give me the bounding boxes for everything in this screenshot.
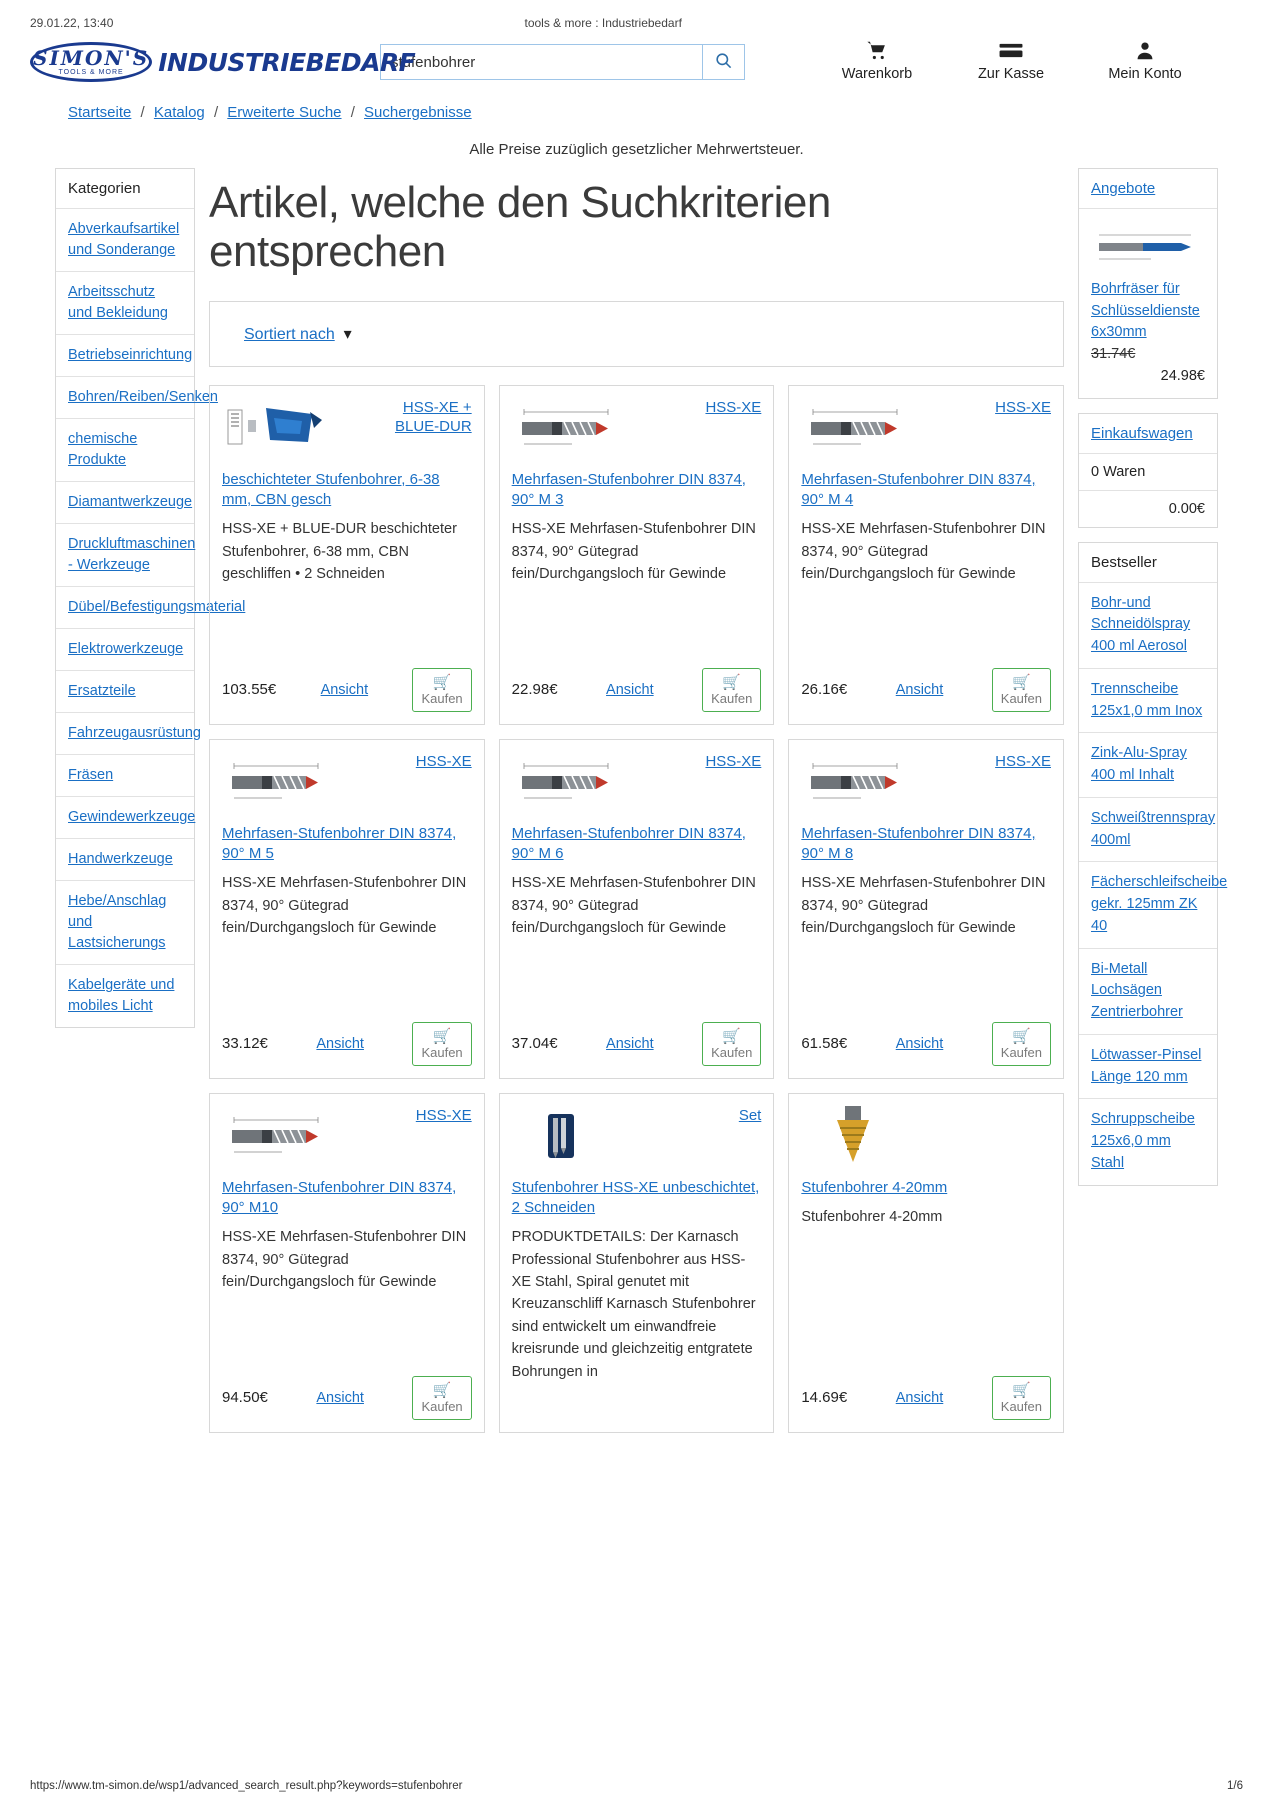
offers-panel bbox=[1078, 168, 1218, 399]
product-buy-button[interactable] bbox=[702, 1022, 761, 1065]
print-page-number: 1/6 bbox=[1227, 1780, 1243, 1792]
product-buy-button[interactable] bbox=[992, 1022, 1051, 1065]
product-description: HSS-XE Mehrfasen-Stufenbohrer DIN 8374, 90° Gütegrad fein/Durchgangsloch für Gewinde bbox=[222, 1229, 467, 1290]
product-title-link[interactable]: Mehrfasen-Stufenbohrer DIN 8374, 90° M 8 bbox=[801, 824, 1036, 862]
cart-icon: 🛒 bbox=[432, 1028, 452, 1046]
product-brand-link[interactable]: HSS-XE bbox=[995, 752, 1051, 770]
product-buy-button[interactable] bbox=[412, 1022, 471, 1065]
sidebar-item[interactable] bbox=[56, 272, 194, 335]
breadcrumb-separator: / bbox=[140, 104, 145, 121]
print-doc-title: tools & more : Industriebedarf bbox=[524, 16, 682, 30]
breadcrumb-item-2[interactable]: Erweiterte Suche bbox=[227, 104, 342, 121]
product-buy-label: Kaufen bbox=[711, 690, 753, 706]
sidebar-item-link[interactable]: Fahrzeugausrüstung bbox=[68, 725, 201, 742]
list-item[interactable] bbox=[1079, 798, 1217, 863]
product-brand-link[interactable]: HSS-XE bbox=[995, 398, 1051, 416]
product-title[interactable] bbox=[801, 470, 1051, 511]
product-brand[interactable] bbox=[416, 752, 472, 772]
product-grid bbox=[209, 385, 1064, 1433]
product-image bbox=[801, 752, 911, 810]
product-brand[interactable] bbox=[739, 1106, 762, 1126]
product-brand[interactable] bbox=[705, 398, 761, 418]
product-image bbox=[512, 752, 622, 810]
header-action-checkout[interactable] bbox=[968, 40, 1054, 83]
product-title[interactable] bbox=[801, 1178, 1051, 1198]
cart-icon: 🛒 bbox=[1012, 1028, 1031, 1046]
print-footer bbox=[0, 1780, 1273, 1792]
right-column bbox=[1078, 168, 1228, 1200]
sidebar-item[interactable] bbox=[56, 629, 194, 671]
product-buy-label: Kaufen bbox=[711, 1044, 753, 1060]
sidebar-item[interactable] bbox=[56, 839, 194, 881]
product-card[interactable] bbox=[209, 739, 485, 1079]
product-image bbox=[222, 752, 332, 810]
product-buy-button[interactable] bbox=[412, 668, 471, 711]
breadcrumb-item-0[interactable]: Startseite bbox=[68, 104, 132, 121]
product-title-link[interactable]: Stufenbohrer 4-20mm bbox=[801, 1178, 948, 1196]
list-item[interactable] bbox=[1079, 669, 1217, 734]
product-brand[interactable] bbox=[376, 398, 472, 437]
sidebar-item-link[interactable]: Diamantwerkzeuge bbox=[68, 494, 193, 511]
product-brand-link[interactable]: HSS-XE bbox=[705, 398, 762, 416]
header-action-account[interactable] bbox=[1102, 40, 1188, 83]
bestseller-link[interactable]: Fächerschleifscheibe gekr. 125mm ZK 40 bbox=[1091, 874, 1228, 934]
product-price: 22.98€ bbox=[511, 681, 558, 699]
tax-note: Alle Preise zuzüglich gesetzlicher Mehrwertsteuer. bbox=[469, 141, 804, 158]
sort-dropdown-label[interactable]: Sortiert nach bbox=[244, 325, 335, 343]
product-card[interactable] bbox=[788, 385, 1064, 725]
site-header bbox=[0, 34, 1273, 94]
product-description: HSS-XE Mehrfasen-Stufenbohrer DIN 8374, 90° Gütegrad fein/Durchgangsloch für Gewinde bbox=[801, 521, 1046, 582]
header-action-account-label: Mein Konto bbox=[1108, 66, 1182, 83]
list-item[interactable] bbox=[1079, 1035, 1217, 1100]
product-card[interactable] bbox=[499, 739, 775, 1079]
cart-header[interactable] bbox=[1079, 414, 1217, 454]
product-title-link[interactable]: Stufenbohrer HSS-XE unbeschichtet, 2 Schneiden bbox=[511, 1178, 760, 1216]
product-view-link[interactable]: Ansicht bbox=[320, 681, 369, 698]
product-description: HSS-XE Mehrfasen-Stufenbohrer DIN 8374, 90° Gütegrad fein/Durchgangsloch für Gewinde bbox=[511, 875, 756, 936]
product-brand-link[interactable]: HSS-XE bbox=[415, 752, 472, 770]
sidebar-item-link[interactable]: Abverkaufsartikel und Sonderange bbox=[68, 221, 180, 259]
logo-text-secondary: TOOLS & MORE bbox=[58, 69, 124, 76]
cart-icon: 🛒 bbox=[432, 1382, 452, 1400]
header-actions bbox=[834, 40, 1243, 83]
search-input[interactable] bbox=[381, 45, 702, 79]
product-image bbox=[801, 1106, 911, 1164]
product-view-link[interactable]: Ansicht bbox=[895, 1389, 944, 1406]
product-buy-label: Kaufen bbox=[421, 690, 463, 706]
product-title[interactable] bbox=[512, 824, 762, 865]
product-description: PRODUKTDETAILS: Der Karnasch Professional Stufenbohrer aus HSS-XE Stahl, Spiral genutet mit Kreuzanschliff Karnasch Stufenbohrer sind entwickelt um einwandfreie kreisrunde und gleichzeitig entgratete Bohrungen in bbox=[511, 1229, 756, 1380]
product-price: 33.12€ bbox=[222, 1035, 268, 1053]
bestseller-header: Bestseller bbox=[1079, 543, 1217, 583]
product-buy-label: Kaufen bbox=[421, 1398, 463, 1414]
sort-dropdown[interactable] bbox=[244, 326, 352, 343]
product-brand-link[interactable]: HSS-XE bbox=[705, 752, 762, 770]
offers-header-link[interactable]: Angebote bbox=[1091, 180, 1156, 197]
bestseller-link[interactable]: Schweißtrennspray 400ml bbox=[1091, 809, 1216, 848]
product-image bbox=[512, 398, 622, 456]
sidebar-item[interactable] bbox=[56, 587, 246, 629]
cart-icon: 🛒 bbox=[722, 1028, 742, 1046]
product-buy-button[interactable] bbox=[992, 1376, 1051, 1419]
sidebar-item[interactable] bbox=[56, 482, 194, 524]
list-item[interactable] bbox=[1079, 733, 1217, 798]
sidebar-item[interactable] bbox=[56, 209, 194, 272]
product-view-link[interactable]: Ansicht bbox=[606, 681, 654, 698]
sidebar-item[interactable] bbox=[56, 965, 194, 1027]
product-title[interactable] bbox=[512, 470, 762, 511]
product-buy-label: Kaufen bbox=[1000, 690, 1042, 706]
sidebar-item[interactable] bbox=[56, 881, 194, 965]
sidebar-item[interactable] bbox=[56, 524, 194, 587]
product-price: 26.16€ bbox=[801, 681, 848, 699]
list-item[interactable] bbox=[1079, 583, 1217, 669]
list-item[interactable] bbox=[1079, 1099, 1217, 1184]
product-image bbox=[222, 398, 332, 456]
product-image bbox=[801, 398, 911, 456]
search-button[interactable] bbox=[702, 45, 744, 79]
bestseller-link[interactable]: Zink-Alu-Spray 400 ml Inhalt bbox=[1091, 745, 1187, 783]
logo-oval bbox=[30, 42, 152, 82]
chevron-down-icon: ▾ bbox=[339, 325, 352, 343]
bestseller-link[interactable]: Bohr-und Schneidölspray 400 ml Aerosol bbox=[1091, 594, 1191, 654]
print-header bbox=[0, 0, 1273, 34]
sidebar-item-link[interactable]: Druckluftmaschinen - Werkzeuge bbox=[68, 536, 196, 574]
product-title-link[interactable]: Mehrfasen-Stufenbohrer DIN 8374, 90° M 6 bbox=[511, 824, 746, 862]
product-view-link[interactable]: Ansicht bbox=[316, 1389, 364, 1406]
breadcrumb-separator: / bbox=[350, 104, 355, 121]
product-card[interactable] bbox=[499, 385, 775, 725]
product-view-link[interactable]: Ansicht bbox=[316, 1035, 364, 1052]
cart-icon bbox=[834, 40, 920, 62]
offer-title[interactable] bbox=[1091, 279, 1205, 344]
sidebar-item-link[interactable]: Dübel/Befestigungsmaterial bbox=[68, 599, 246, 616]
product-card[interactable] bbox=[209, 1093, 485, 1433]
sidebar-item-link[interactable]: Handwerkzeuge bbox=[68, 851, 173, 868]
cart-header-link[interactable]: Einkaufswagen bbox=[1091, 424, 1193, 442]
breadcrumb-separator: / bbox=[213, 104, 219, 121]
product-title[interactable] bbox=[222, 824, 472, 865]
product-view-link[interactable]: Ansicht bbox=[606, 1035, 654, 1052]
page-title: Artikel, welche den Suchkriterien entsprechen bbox=[209, 178, 831, 277]
product-card[interactable] bbox=[788, 1093, 1064, 1433]
sidebar-item[interactable] bbox=[56, 797, 194, 839]
product-buy-label: Kaufen bbox=[1000, 1398, 1042, 1414]
list-item[interactable] bbox=[1079, 949, 1217, 1035]
product-brand-link[interactable]: HSS-XE bbox=[415, 1106, 472, 1124]
product-brand[interactable] bbox=[995, 752, 1051, 772]
product-brand[interactable] bbox=[416, 1106, 472, 1126]
offer-old-price: 31.74€ bbox=[1091, 346, 1136, 362]
search-icon bbox=[714, 51, 733, 74]
sidebar bbox=[55, 168, 246, 1042]
product-card[interactable] bbox=[499, 1093, 775, 1433]
product-description: HSS-XE Mehrfasen-Stufenbohrer DIN 8374, 90° Gütegrad fein/Durchgangsloch für Gewinde bbox=[511, 521, 756, 582]
logo-wordmark: INDUSTRIEBEDARF bbox=[158, 47, 416, 77]
product-price: 61.58€ bbox=[801, 1035, 848, 1053]
bestseller-link[interactable]: Schruppscheibe 125x6,0 mm Stahl bbox=[1091, 1111, 1195, 1171]
sidebar-item-link[interactable]: Bohren/Reiben/Senken bbox=[68, 389, 218, 406]
product-price: 37.04€ bbox=[511, 1035, 558, 1053]
product-buy-button[interactable] bbox=[992, 668, 1051, 711]
cart-icon: 🛒 bbox=[432, 674, 452, 692]
sidebar-item[interactable] bbox=[56, 335, 194, 377]
product-view-link[interactable]: Ansicht bbox=[895, 681, 944, 698]
search-bar[interactable] bbox=[380, 44, 745, 80]
cart-icon: 🛒 bbox=[1012, 674, 1031, 692]
sidebar-item-link[interactable]: Gewindewerkzeuge bbox=[68, 809, 196, 826]
sidebar-item[interactable] bbox=[56, 713, 201, 755]
checkout-icon bbox=[968, 40, 1054, 62]
sidebar-item-link[interactable]: chemische Produkte bbox=[68, 431, 138, 469]
product-description: Stufenbohrer 4-20mm bbox=[801, 1208, 943, 1225]
product-title[interactable] bbox=[512, 1178, 762, 1219]
product-description: HSS-XE Mehrfasen-Stufenbohrer DIN 8374, 90° Gütegrad fein/Durchgangsloch für Gewinde bbox=[222, 875, 467, 936]
product-image bbox=[512, 1106, 622, 1164]
product-image bbox=[222, 1106, 332, 1164]
offers-header[interactable] bbox=[1079, 169, 1217, 209]
cart-icon: 🛒 bbox=[722, 674, 742, 692]
cart-total: 0.00€ bbox=[1168, 500, 1205, 517]
main-content bbox=[209, 168, 1064, 1433]
product-buy-button[interactable] bbox=[702, 668, 761, 711]
sidebar-item-link[interactable]: Elektrowerkzeuge bbox=[68, 641, 184, 658]
cart-items-count: 0 Waren bbox=[1079, 454, 1217, 491]
header-action-cart[interactable] bbox=[834, 40, 920, 83]
product-description: HSS-XE Mehrfasen-Stufenbohrer DIN 8374, 90° Gütegrad fein/Durchgangsloch für Gewinde bbox=[801, 875, 1046, 936]
account-icon bbox=[1102, 40, 1188, 62]
sidebar-item[interactable] bbox=[56, 671, 194, 713]
product-title[interactable] bbox=[222, 1178, 472, 1219]
product-buy-label: Kaufen bbox=[421, 1044, 463, 1060]
page-layout bbox=[0, 168, 1273, 1433]
product-card[interactable] bbox=[209, 385, 485, 725]
bestseller-link[interactable]: Lötwasser-Pinsel Länge 120 mm bbox=[1091, 1046, 1202, 1085]
product-brand[interactable] bbox=[995, 398, 1051, 418]
product-title-link[interactable]: Mehrfasen-Stufenbohrer DIN 8374, 90° M 4 bbox=[801, 470, 1036, 508]
cart-icon: 🛒 bbox=[1012, 1382, 1031, 1400]
offer-title-link[interactable]: Bohrfräser für Schlüsseldienste 6x30mm bbox=[1091, 280, 1200, 341]
product-brand-link[interactable]: HSS-XE + BLUE-DUR bbox=[394, 398, 472, 436]
product-title-link[interactable]: Mehrfasen-Stufenbohrer DIN 8374, 90° M10 bbox=[222, 1178, 457, 1216]
sidebar-item-link[interactable]: Hebe/Anschlag und Lastsicherungs bbox=[68, 893, 167, 952]
bestseller-link[interactable]: Bi-Metall Lochsägen Zentrierbohrer bbox=[1091, 960, 1183, 1020]
logo-text-primary: SIMON'S bbox=[33, 46, 150, 70]
categories-header: Kategorien bbox=[56, 169, 194, 209]
sidebar-item[interactable] bbox=[56, 419, 194, 482]
bestseller-link[interactable]: Trennscheibe 125x1,0 mm Inox bbox=[1091, 680, 1203, 719]
product-title-link[interactable]: Mehrfasen-Stufenbohrer DIN 8374, 90° M 3 bbox=[511, 470, 746, 508]
list-item[interactable] bbox=[1079, 862, 1228, 948]
site-logo[interactable] bbox=[30, 40, 416, 84]
print-date: 29.01.22, 13:40 bbox=[30, 16, 114, 30]
product-brand[interactable] bbox=[705, 752, 761, 772]
categories-list bbox=[56, 209, 246, 1027]
product-description: HSS-XE + BLUE-DUR beschichteter Stufenbohrer, 6-38 mm, CBN geschliffen • 2 Schneiden bbox=[222, 521, 457, 582]
product-buy-label: Kaufen bbox=[1000, 1044, 1042, 1060]
product-price: 14.69€ bbox=[801, 1389, 848, 1407]
offer-new-price: 24.98€ bbox=[1160, 367, 1205, 384]
product-card[interactable] bbox=[788, 739, 1064, 1079]
sidebar-item[interactable] bbox=[56, 377, 218, 419]
cart-panel bbox=[1078, 413, 1218, 528]
sidebar-item-link[interactable]: Betriebseinrichtung bbox=[68, 347, 193, 364]
product-title[interactable] bbox=[222, 470, 472, 511]
product-title-link[interactable]: Mehrfasen-Stufenbohrer DIN 8374, 90° M 5 bbox=[222, 824, 457, 862]
product-price: 103.55€ bbox=[222, 681, 277, 699]
product-title[interactable] bbox=[801, 824, 1051, 865]
sort-bar bbox=[209, 301, 1064, 367]
product-view-link[interactable]: Ansicht bbox=[895, 1035, 944, 1052]
sidebar-item-link[interactable]: Kabelgeräte und mobiles Licht bbox=[68, 977, 175, 1015]
breadcrumb bbox=[0, 94, 1273, 127]
breadcrumb-item-3[interactable]: Suchergebnisse bbox=[364, 104, 472, 121]
breadcrumb-item-1[interactable]: Katalog bbox=[153, 104, 205, 121]
product-brand-link[interactable]: Set bbox=[738, 1106, 762, 1124]
sidebar-item-link[interactable]: Fräsen bbox=[68, 767, 114, 784]
sidebar-item[interactable] bbox=[56, 755, 194, 797]
offer-image bbox=[1091, 229, 1205, 273]
print-url: https://www.tm-simon.de/wsp1/advanced_search_result.php?keywords=stufenbohrer bbox=[30, 1780, 463, 1792]
product-title-link[interactable]: beschichteter Stufenbohrer, 6-38 mm, CBN gesch bbox=[222, 470, 440, 508]
bestseller-panel bbox=[1078, 542, 1228, 1186]
categories-panel bbox=[55, 168, 246, 1028]
header-action-cart-label: Warenkorb bbox=[841, 66, 913, 83]
sidebar-item-link[interactable]: Arbeitsschutz und Bekleidung bbox=[68, 284, 168, 322]
bestseller-list bbox=[1079, 583, 1228, 1185]
header-action-checkout-label: Zur Kasse bbox=[977, 66, 1045, 83]
product-buy-button[interactable] bbox=[412, 1376, 471, 1419]
sidebar-item-link[interactable]: Ersatzteile bbox=[68, 683, 136, 700]
product-price: 94.50€ bbox=[222, 1389, 268, 1407]
